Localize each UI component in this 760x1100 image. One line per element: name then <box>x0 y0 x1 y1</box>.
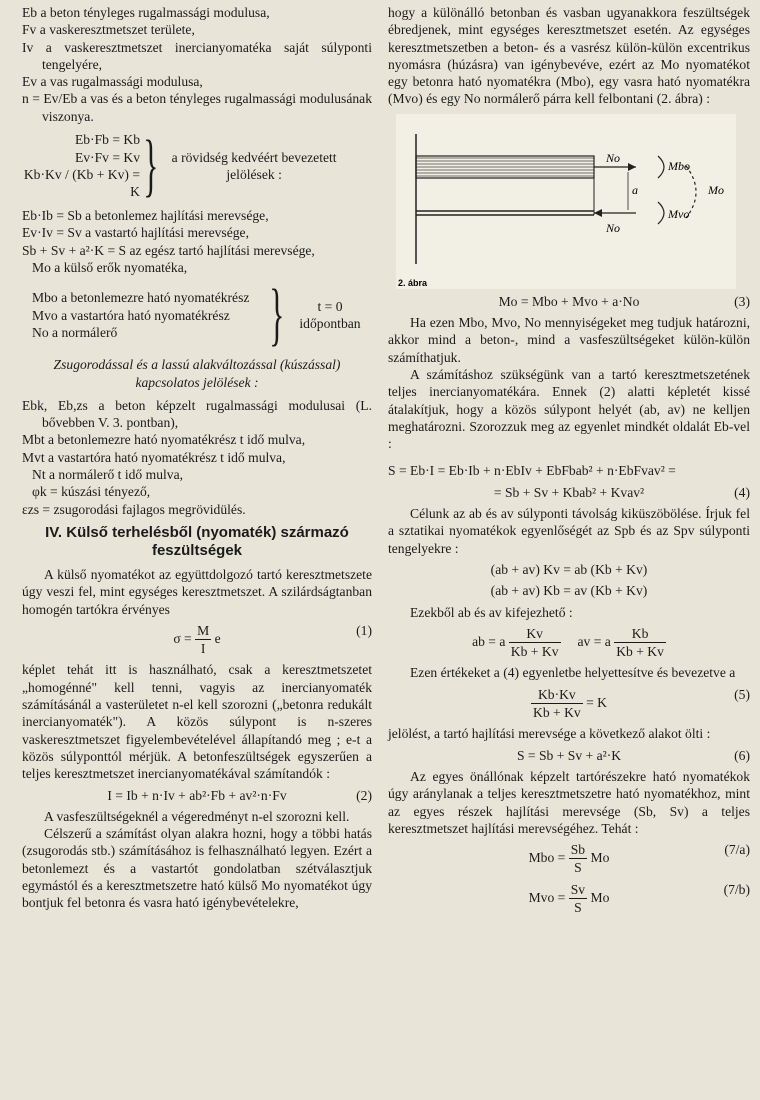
right-para-8: Az egyes önállónak képzelt tartórészekre ható nyomatékok úgy aránylanak a teljes keresztmetszetre ható nyomatékhoz, mint az egyes részek hajlítási merevsége (Sb, Sv) a teljes keresztmetszet hajlítási merevségéhez. Tehát : <box>388 768 750 836</box>
eq-av-num: Kb <box>614 625 666 643</box>
def-ev: Ev a vas rugalmassági modulusa, <box>22 74 203 90</box>
eq7b-lhs: Mvo = <box>528 889 566 905</box>
equation-6 <box>388 747 750 764</box>
eq2-number: (2) <box>356 787 372 803</box>
eq-ab-fraction <box>509 625 561 661</box>
section-heading: IV. Külső terhelésből (nyomaték) származó feszültségek <box>45 523 349 559</box>
eq7b-fraction <box>569 881 587 917</box>
label-mo: Mo <box>708 182 724 197</box>
right-para-1: hogy a különálló betonban és vasban ugyanakkora feszültségek ébredjenek, mint egységes keresztmetszet esetén. Az egységes keresztmetszetben a beton- és a vasrész külön-külön excentrikus nyomásra (húzásra) van igénybevéve, ezért az Mo nyomatékot egy betonra ható nyomatékra (Mbo), egy vasra ható nyomatékra (Mvo) és egy No normálerő párra kell felbontani (2. ábra) : <box>388 5 750 107</box>
creep-line-3: Mvt a vastartóra ható nyomatékrész t idő mulva, <box>22 449 286 465</box>
eq6-number: (6) <box>734 747 750 763</box>
eq7b-den: S <box>574 899 582 915</box>
label-a: a <box>632 182 638 197</box>
creep-line-6: εzs = zsugorodási fajlagos megrövidülés. <box>22 501 246 517</box>
t0-items <box>22 289 266 341</box>
eq4b-body: = Sb + Sv + Kbab² + Kvav² <box>493 484 645 500</box>
right-brace-2: } <box>269 276 285 354</box>
right-para-5: Ezekből ab és av kifejezhető : <box>410 604 573 620</box>
label-no-top: No <box>606 150 621 165</box>
eq4a-body: S = Eb·I = Eb·Ib + n·EbIv + EbFbab² + n·EbFvav² = <box>388 463 676 479</box>
concrete-slab <box>416 156 594 178</box>
t0-text: t = 0 időpontban <box>299 298 361 332</box>
right-brace: } <box>143 127 159 205</box>
equation-7a <box>388 841 750 877</box>
eq5-number: (5) <box>734 686 750 702</box>
eq1-lhs: σ = <box>173 630 192 646</box>
notation-brace-block <box>22 127 372 205</box>
eq7b-number: (7/b) <box>723 881 750 897</box>
stiff-line-1: Eb·Ib = Sb a betonlemez hajlítási merevsége, <box>22 208 269 224</box>
def-fv: Fv a vaskeresztmetszet területe, <box>22 22 195 38</box>
right-column <box>388 4 750 920</box>
def-n: n = Ev/Eb a vas és a beton tényleges rugalmassági modulusának viszonya. <box>22 91 372 124</box>
equation-4b <box>388 484 750 501</box>
eq1-num: M <box>195 622 211 640</box>
eq6-body: S = Sb + Sv + a²·K <box>516 747 622 763</box>
eq3-number: (3) <box>734 293 750 309</box>
left-para-2: képlet tehát itt is használható, csak a keresztmetszetet „homogénné" kell tenni, vagyis az inercianyomaték számításánál a vasterületet n-el kell szorozni („betonra redukált inercianyomaték"). A közös súlypont is n-szeres vaskeresztmetszet figyelembevételével állapítandó meg ; e-t a közös súlyponttól mérjük. A betonfeszültségek egyszerűen a teljes keresztmetszet inercianyomatékával számítandók : <box>22 662 372 782</box>
eq5-num: Kb·Kv <box>531 686 583 704</box>
right-para-3: A számításhoz szükségünk van a tartó keresztmetszetének teljes inercianyomatékára. Ennek (2) alatti képletét kissé átalakítjuk, hogy a közös súlypont helyét (ab, av) ne kelljen meghatározni. Szorozzuk meg az egyenlet mindkét oldalát Eb-vel : <box>388 366 750 452</box>
label-mvo: Mvo <box>668 206 690 221</box>
def-iv: Iv a vaskeresztmetszet inercianyomatéka saját súlyponti tengelyére, <box>22 39 372 72</box>
eq5-fraction <box>531 686 583 722</box>
eq5-den: Kb + Kv <box>533 705 581 721</box>
equation-static-2 <box>388 582 750 599</box>
brace-eq-kb: Eb·Fb = Kb <box>74 132 140 148</box>
t0-item-mvo: Mvo a vastartóra ható nyomatékrész <box>32 307 230 323</box>
creep-line-4: Nt a normálerő t idő mulva, <box>32 467 184 483</box>
t0-item-no: No a normálerő <box>32 324 118 340</box>
def-eb: Eb a beton tényleges rugalmassági modulusa, <box>22 5 270 20</box>
left-para-4: Célszerű a számítást olyan alakra hozni, hogy a többi hatás (zsugorodás stb.) számításához is felhasználható legyen. Ezért a betonlemezt és a vastartót gondolatban szétválasztjuk egymástól és a keresztmetszetre ható külső Mo nyomatékot úgy bontjuk fel betonra és vasra ható igénybevételekre, <box>22 826 372 911</box>
eq7b-rhs: Mo <box>590 889 610 905</box>
stiff-line-2: Ev·Iv = Sv a vastartó hajlítási merevsége, <box>22 225 249 241</box>
creep-line-1: Ebk, Eb,zs a beton képzelt rugalmassági modulusai (L. bővebben V. 3. pontban), <box>22 397 372 431</box>
equation-3 <box>388 293 750 310</box>
eq-static-2-body: (ab + av) Kb = av (Kb + Kv) <box>490 583 648 599</box>
figure-background <box>396 114 736 289</box>
eq4-number: (4) <box>734 484 750 500</box>
creep-line-2: Mbt a betonlemezre ható nyomatékrész t idő mulva, <box>22 432 306 448</box>
right-para-2: Ha ezen Mbo, Mvo, No mennyiségeket meg tudjuk határozni, akkor mind a beton-, mind a vasfeszültségeket külön-külön számíthatjuk. <box>388 315 750 365</box>
eq7a-rhs: Mo <box>590 850 610 866</box>
eq1-number: (1) <box>356 622 372 638</box>
eq7a-fraction <box>569 841 587 877</box>
brace-text: a rövidség kedvéért bevezetett jelölések : <box>171 149 337 183</box>
equation-1 <box>22 622 372 658</box>
eq7a-lhs: Mbo = <box>528 850 566 866</box>
equation-4a <box>388 462 750 479</box>
eq-static-1-body: (ab + av) Kv = ab (Kb + Kv) <box>490 561 648 577</box>
eq-av-lhs: av = a <box>577 633 611 649</box>
t0-item-mbo: Mbo a betonlemezre ható nyomatékrész <box>32 290 250 306</box>
eq1-fraction <box>195 622 211 658</box>
label-no-bottom: No <box>606 220 621 235</box>
creep-subheading: Zsugorodással és a lassú alakváltozással (kúszással) kapcsolatos jelölések : <box>53 357 341 390</box>
label-mbo: Mbo <box>668 158 690 173</box>
equation-7b <box>388 881 750 917</box>
eq7b-num: Sv <box>569 881 587 899</box>
eq3-body: Mo = Mbo + Mvo + a·No <box>498 293 640 309</box>
eq1-rhs: e <box>214 630 221 646</box>
equation-5 <box>388 686 750 722</box>
eq-av-den: Kb + Kv <box>616 644 664 660</box>
t0-brace-block <box>22 276 372 354</box>
figure-2-drawing <box>396 114 736 289</box>
eq-av-fraction <box>614 625 666 661</box>
eq1-den: I <box>200 641 206 657</box>
right-para-7: jelölést, a tartó hajlítási merevsége a következő alakot ölti : <box>388 726 711 742</box>
stiff-line-3: Sb + Sv + a²·K = S az egész tartó hajlítási merevsége, <box>22 242 315 258</box>
eq2-body: I = Ib + n·Iv + ab²·Fb + av²·n·Fv <box>107 787 287 803</box>
creep-line-5: φk = kúszási tényező, <box>32 484 151 500</box>
left-para-1: A külső nyomatékot az együttdolgozó tartó keresztmetszete úgy veszi fel, mint egységes keresztmetszet. A szilárdságtanban homogén tartókra érvényes <box>22 566 372 617</box>
left-column <box>22 4 372 912</box>
right-para-4: Célunk az ab és av súlyponti távolság kiküszöbölése. Írjuk fel a sztatikai nyomatékok egyenlőségét az Spb és az Spv súlyponti tengelyekre : <box>388 506 750 556</box>
stiff-line-4: Mo a külső erők nyomatéka, <box>32 259 188 275</box>
figure-2 <box>396 114 736 289</box>
brace-eq-kv: Ev·Fv = Kv <box>74 149 140 165</box>
eq-ab-den: Kb + Kv <box>510 644 559 660</box>
eq5-rhs: = K <box>586 694 607 710</box>
equation-2 <box>22 787 372 804</box>
eq-ab-num: Kv <box>509 625 561 643</box>
equation-static-1 <box>388 561 750 578</box>
brace-eq-k: Kb·Kv / (Kb + Kv) = K <box>23 167 140 200</box>
left-para-3: A vasfeszültségeknél a végeredményt n-el szorozni kell. <box>44 808 350 824</box>
eq7a-num: Sb <box>569 841 587 859</box>
eq-ab-lhs: ab = a <box>472 633 506 649</box>
right-para-6: Ezen értékeket a (4) egyenletbe helyettesítve és bevezetve a <box>410 665 736 681</box>
equation-ab-av <box>388 625 750 661</box>
figure-caption: 2. ábra <box>398 277 428 288</box>
eq7a-number: (7/a) <box>724 842 750 858</box>
brace-equations <box>22 131 140 200</box>
eq7a-den: S <box>574 860 582 876</box>
